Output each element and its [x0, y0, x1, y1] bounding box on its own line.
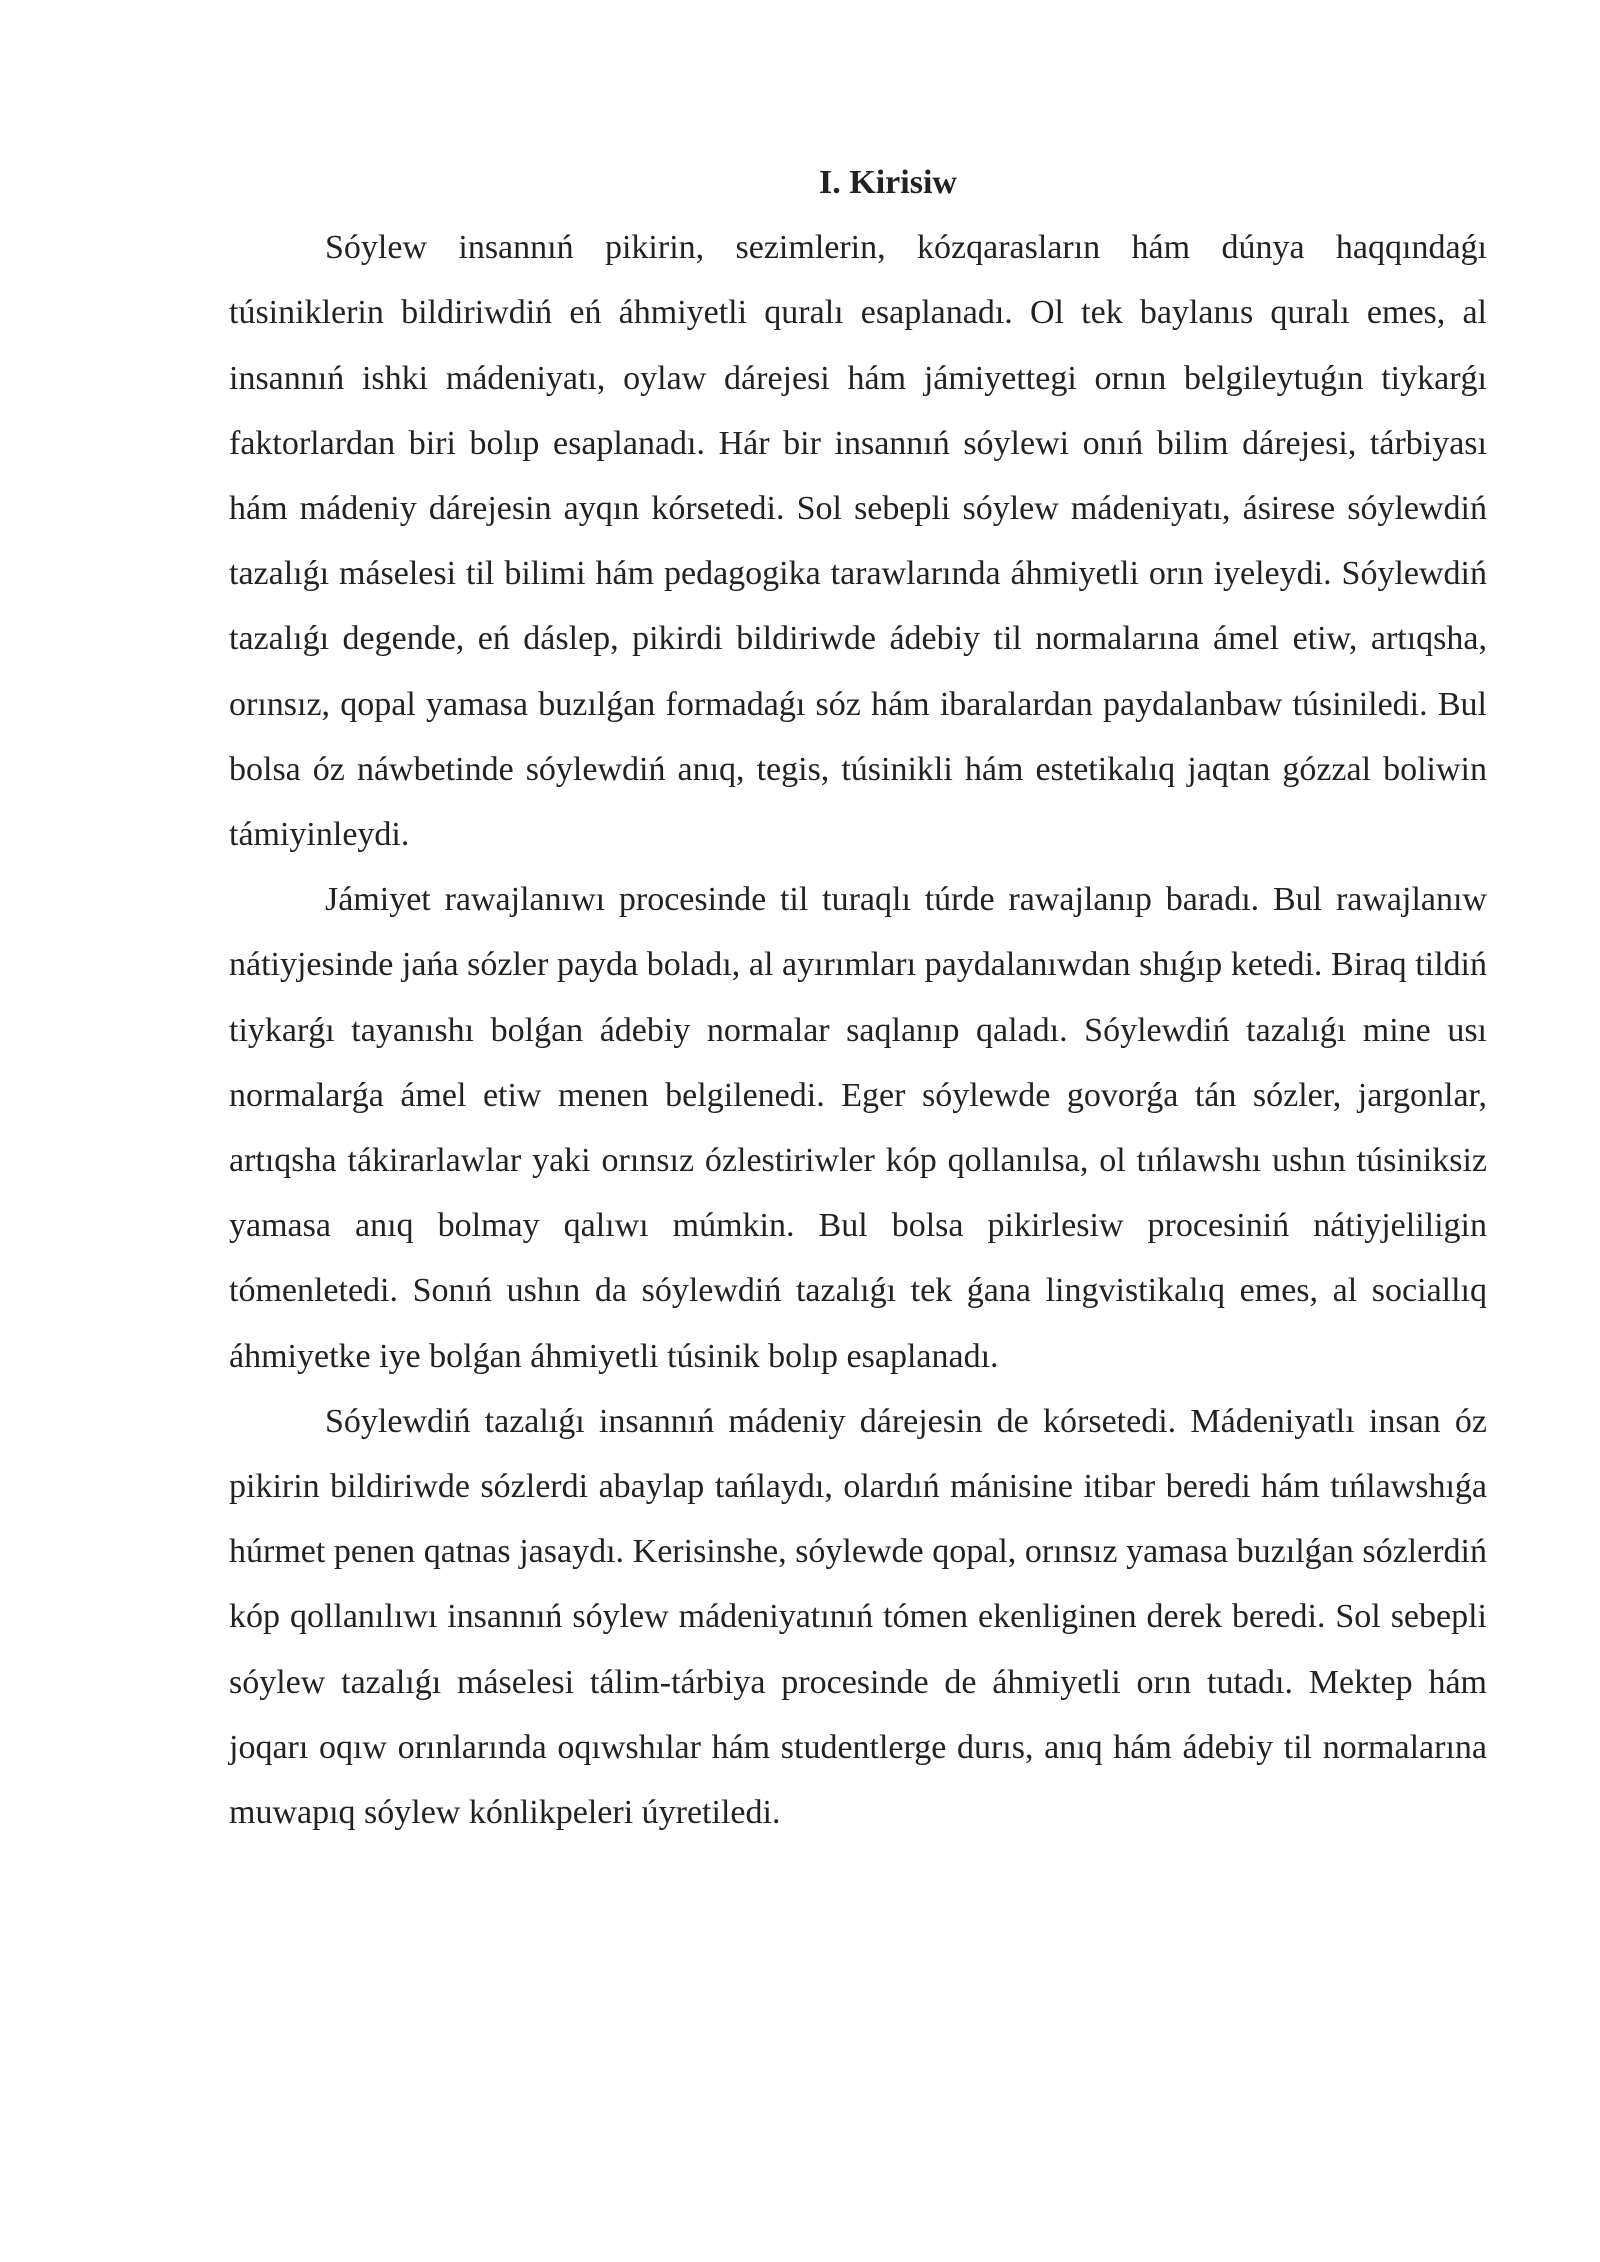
- document-body: [229, 150, 1487, 1845]
- paragraph-2: Jámiyet rawajlanıwı procesinde til turaqlı túrde rawajlanıp baradı. Bul rawajlanıw nátiyjesinde jańa sózler payda boladı, al ayırımları paydalanıwdan shıǵıp ketedi. Biraq tildiń tiykarǵı tayanıshı bolǵan ádebiy normalar saqlanıp qaladı. Sóylewdiń tazalıǵı mine usı normalarǵa ámel etiw menen belgilenedi. Eger sóylewde govorǵa tán sózler, jargonlar, artıqsha tákirarlawlar yaki orınsız ózlestiriwler kóp qollanılsa, ol tıńlawshı ushın túsiniksiz yamasa anıq bolmay qalıwı múmkin. Bul bolsa pikirlesiw procesiniń nátiyjeliligin tómenletedi. Sonıń ushın da sóylewdiń tazalıǵı tek ǵana lingvistikalıq emes, al sociallıq áhmiyetke iye bolǵan áhmiyetli túsinik bolıp esaplanadı.: [229, 881, 1487, 1375]
- paragraph-1: Sóylew insannıń pikirin, sezimlerin, kózqarasların hám dúnya haqqındaǵı túsiniklerin bildiriwdiń eń áhmiyetli quralı esaplanadı. Ol tek baylanıs quralı emes, al insannıń ishki mádeniyatı, oylaw dárejesi hám jámiyettegi ornın belgileytuǵın tiykarǵı faktorlardan biri bolıp esaplanadı. Hár bir insannıń sóylewi onıń bilim dárejesi, tárbiyası hám mádeniy dárejesin ayqın kórsetedi. Sol sebepli sóylew mádeniyatı, ásirese sóylewdiń tazalıǵı máselesi til bilimi hám pedagogika tarawlarında áhmiyetli orın iyeleydi. Sóylewdiń tazalıǵı degende, eń dáslep, pikirdi bildiriwde ádebiy til normalarına ámel etiw, artıqsha, orınsız, qopal yamasa buzılǵan formadaǵı sóz hám ibaralardan paydalanbaw túsiniledi. Bul bolsa óz náwbetinde sóylewdiń anıq, tegis, túsinikli hám estetikalıq jaqtan gózzal boliwin támiyinleydi.: [229, 229, 1487, 854]
- paragraph-3: Sóylewdiń tazalıǵı insannıń mádeniy dárejesin de kórsetedi. Mádeniyatlı insan óz pikirin bildiriwde sózlerdi abaylap tańlaydı, olardıń mánisine itibar beredi hám tıńlawshıǵa húrmet penen qatnas jasaydı. Kerisinshe, sóylewde qopal, orınsız yamasa buzılǵan sózlerdiń kóp qollanılıwı insannıń sóylew mádeniyatınıń tómen ekenliginen derek beredi. Sol sebepli sóylew tazalıǵı máselesi tálim-tárbiya procesinde de áhmiyetli orın tutadı. Mektep hám joqarı oqıw orınlarında oqıwshılar hám studentlerge durıs, anıq hám ádebiy til normalarına muwapıq sóylew kónlikpeleri úyretiledi.: [229, 1402, 1487, 1832]
- section-title: I. Kirisiw: [819, 164, 957, 201]
